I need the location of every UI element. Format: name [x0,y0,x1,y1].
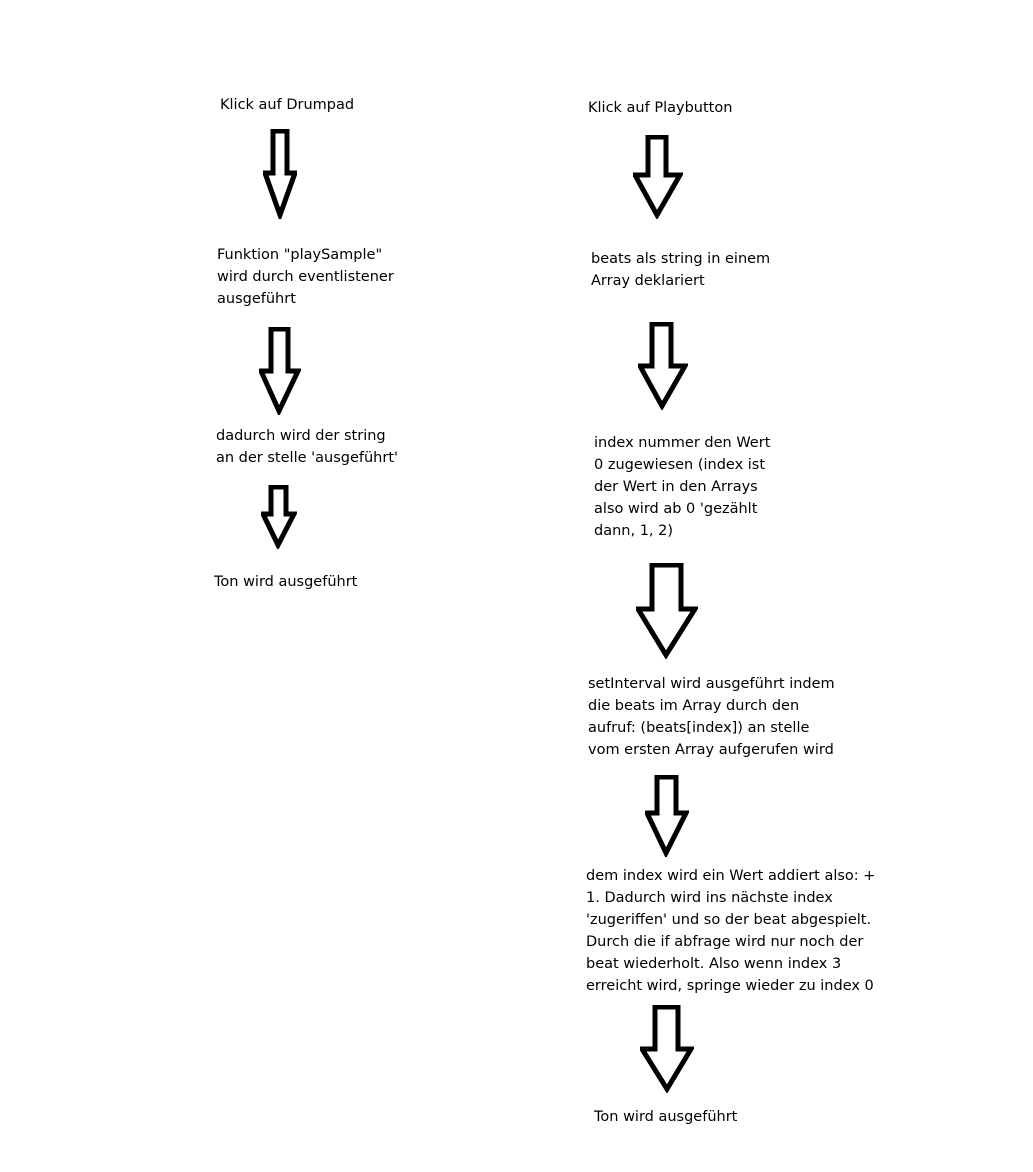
drumpad-step-4: Ton wird ausgeführt [214,574,358,590]
down-arrow-icon [636,563,698,659]
down-arrow-icon [261,485,297,549]
down-arrow-icon [645,775,689,857]
drumpad-step-3: dadurch wird der string an der stelle 'ausgeführt' [216,428,398,466]
down-arrow-icon [263,129,297,219]
playbutton-step-3: index nummer den Wert 0 zugewiesen (index ist der Wert in den Arrays also wird ab 0 'gezählt dann, 1, 2) [594,435,771,539]
drumpad-step-2: Funktion "playSample" wird durch eventlistener ausgeführt [217,247,394,307]
down-arrow-icon [638,322,688,410]
down-arrow-icon [259,327,301,415]
playbutton-step-2: beats als string in einem Array deklariert [591,251,771,289]
playbutton-step-5: dem index wird ein Wert addiert also: + 1. Dadurch wird ins nächste index 'zugeriffen' und so der beat abgespielt. Durch die if abfrage wird nur noch der beat wiederholt. Also wenn index 3 erreicht wird, springe wieder zu index 0 [586,868,876,994]
playbutton-step-4: setInterval wird ausgeführt indem die beats im Array durch den aufruf: (beats[index]) an stelle vom ersten Array aufgerufen wird [588,676,835,758]
playbutton-step-1: Klick auf Playbutton [588,100,733,116]
down-arrow-icon [633,135,683,219]
drumpad-step-1: Klick auf Drumpad [220,97,355,113]
down-arrow-icon [640,1005,694,1093]
playbutton-step-6: Ton wird ausgeführt [594,1109,738,1125]
